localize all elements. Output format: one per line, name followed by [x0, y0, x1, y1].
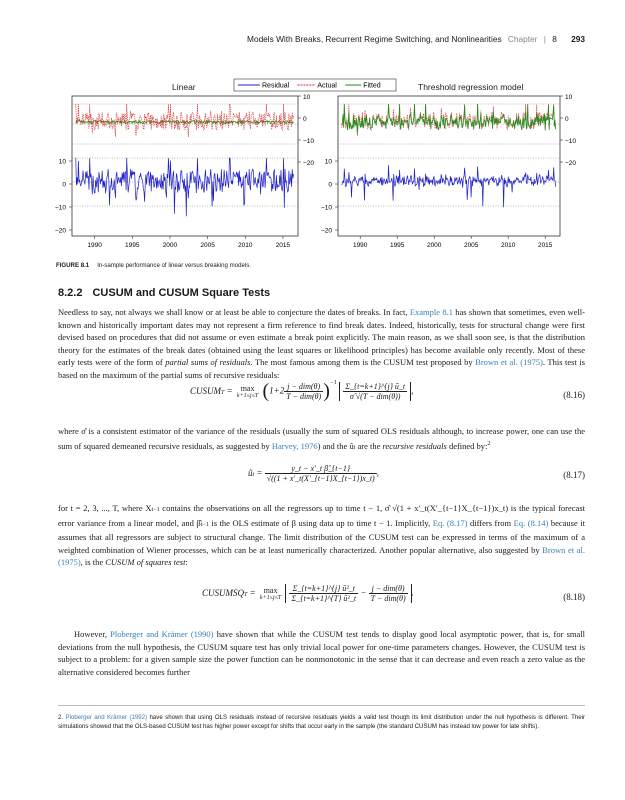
x-tick-label: 2005	[463, 242, 479, 249]
x-tick-label: 1990	[352, 242, 368, 249]
p2-text-1: where σ̂ is a consistent estimator of the variance of the residuals (usually the sum of squared OLS residuals although, to increase power, one can use the sum of squared demeaned recursive residuals, as suggested by	[58, 426, 585, 451]
upper-y-tick-label: 0	[565, 116, 569, 123]
series-residual-line	[342, 165, 556, 207]
legend-label-residual: Residual	[262, 82, 290, 90]
legend-label-fitted: Fitted	[363, 82, 381, 90]
figure-8-1-chart	[20, 72, 600, 252]
paragraph-1	[58, 306, 585, 382]
equation-8-18: CUSUMSQT = max k+1≤j≤T $\frac{\text{Σ\_\{t=k+1\}\textasciicircum{}\{j\} ũ²\_t}}{\text{Σ\_\{t=k+1\}\textasciicircum{}\{T\} ũ²\_t}}$ − $\frac{\text{j − dim(θ)}}{\text{T − dim(θ)}}$ . (8.18)	[202, 584, 585, 603]
p3-text-7: :	[185, 557, 188, 568]
eq816-max: max k+1≤j≤T	[236, 384, 259, 399]
eq818-number: (8.18)	[563, 592, 585, 602]
p2-text-3: are the	[355, 440, 383, 451]
x-tick-label: 1995	[389, 242, 405, 249]
lower-y-tick-label: 0	[328, 181, 332, 189]
panel-title-0: Linear	[172, 82, 196, 92]
upper-y-tick-label: 10	[565, 94, 573, 101]
series-actual-line	[76, 104, 294, 137]
header-chapter-number: 8	[552, 34, 557, 44]
eq817-number: (8.17)	[563, 470, 585, 480]
series-residual-line	[76, 158, 294, 216]
eq817-frac: $\frac{\text{y\_t − x′\_t β̂\_\{t−1\}}}{√((1 + x'\_t(X'\_\{t-1\}X\_\{t-1\})x\_t)}$	[266, 464, 375, 483]
p1-text-4: . This test is based on the maximum of the partial sums of recursive residuals:	[58, 357, 585, 380]
p1-text-3: . The most famous among them is the CUSUM test proposed by	[250, 357, 476, 368]
x-tick-label: 2005	[200, 242, 215, 249]
upper-y-tick-label: −20	[303, 160, 315, 167]
p3-text-4: differs from	[467, 517, 514, 528]
p1-text-2: has shown that sometimes, even well-known and historically important dates may not represent a firm reference to find break dates. Indeed, historically, tests for structural change were first devised based on procedures that did not assume or even estimate a break point explicitly. The main reason, as we shall soon see, is that the distribution theory for the estimates of the break dates (obtained using the least squares or likelihood principles) has become available only recently. Most of these early tests were of the form of	[58, 307, 585, 368]
footnote-rule	[58, 705, 585, 706]
x-tick-label: 2010	[238, 242, 253, 249]
lower-y-tick-label: 0	[62, 181, 66, 189]
x-tick-label: 1995	[125, 242, 140, 249]
p3-text-2: contains the observations on all the regressors up to time t − 1, σ̂ √(1 + x′_t(X′_{t−1}X_{t−1})x_t) is the typical forecast error variance from a linear model, and β̂	[58, 503, 585, 528]
eq816-lhs: CUSUMT =	[190, 385, 235, 396]
panel-frame-0	[72, 96, 298, 236]
p3-emphasis: CUSUM of squares test	[105, 557, 186, 568]
panel-frame-1	[338, 96, 560, 236]
x-tick-label: 2010	[500, 242, 516, 249]
lower-y-tick-label: −10	[54, 204, 66, 212]
paragraph-2: where σ̂ is a consistent estimator of the variance of the residuals (usually the sum of squared OLS residuals although, to increase power, one can use the sum of squared demeaned recursive residuals, as suggested by Harvey, 1976) and the ũt are the recursive residuals defined by:$^2$	[58, 426, 585, 451]
paragraph-3: for t = 2, 3, ..., T, where Xt−1 contains the observations on all the regressors up to time t − 1, σ̂ √(1 + x′_t(X′_{t−1}X_{t−1})x_t) is the typical forecast error variance from a linear model, and β̂t−1 is the OLS estimate of β using data up to time t − 1. Implicitly, Eq. (8.17) differs from Eq. (8.14) because it assumes that all regressors are subject to structural change. The limit distribution of the CUSUM test can be expressed in terms of the maximum of a weighted combination of Wiener processes, which can be at least numerically characterized. Another popular alternative, also suggested by Brown et al. (1975), is the CUSUM of squares test:	[58, 503, 585, 568]
link-eq-8-17[interactable]: Eq. (8.17)	[432, 517, 468, 528]
header-title: Models With Breaks, Recurrent Regime Switching, and Nonlinearities	[247, 34, 502, 44]
lower-y-tick-label: 10	[324, 158, 332, 166]
p2-text-4: defined by:	[446, 440, 488, 451]
header-separator: |	[543, 34, 546, 44]
lower-y-tick-label: −20	[54, 227, 66, 235]
lower-y-tick-label: −10	[320, 204, 332, 212]
upper-y-tick-label: −10	[565, 138, 577, 145]
x-tick-label: 2000	[162, 242, 178, 249]
upper-y-tick-label: −10	[303, 138, 315, 145]
upper-y-tick-label: 10	[303, 94, 311, 101]
equation-8-16: CUSUMT = max k+1≤j≤T (1+2 $\frac{\text{j − dim(θ)}}{\text{T − dim(θ)}}$ )$^{-1}$ $\frac{\Sigma\_\{t=k+1\}\^{}\{j\} ũ\_t}{\text{σ̂ √(T − dim(θ))}}$ , (8.16)	[190, 380, 585, 402]
section-number: 8.2.2	[58, 287, 83, 299]
page-number: 293	[571, 34, 585, 44]
footnote-number: 2.	[58, 714, 64, 721]
x-tick-label: 1990	[87, 242, 102, 249]
caption-text: In-sample performance of linear versus breaking models.	[97, 262, 251, 269]
p4-text-2: have shown that while the CUSUM test tends to display good local asymptotic power, that is, for small deviations from the null hypothesis, the CUSUM square test has only trivial local power for one-time parameters changes. However, the CUSUM test is subject to a problem: for a given sample size the power function can be nonmonotonic in the sense that it can decrease and even reach a zero value as the alternative considered becomes further	[58, 629, 585, 677]
eq816-number: (8.16)	[563, 390, 585, 400]
link-eq-8-14[interactable]: Eq. (8.14)	[513, 517, 549, 528]
panel-title-1: Threshold regression model	[418, 82, 524, 92]
eq816-sum-frac: $\frac{\Sigma\_\{t=k+1\}\^{}\{j\} ũ\_t}{\text{σ̂ √(T − dim(θ))}}$	[345, 382, 406, 401]
link-ploberger-kramer-1992[interactable]: Ploberger and Krämer (1992)	[65, 714, 148, 721]
figure-caption	[56, 262, 585, 269]
p2-text-2: ) and the ũ	[317, 440, 354, 451]
link-brown-1975[interactable]: Brown et al. (1975)	[475, 357, 543, 368]
footnote-2	[58, 713, 585, 732]
running-header	[60, 34, 585, 48]
p3-text-6: , is the	[80, 557, 106, 568]
upper-y-tick-label: 0	[303, 116, 307, 123]
eq818-lhs: CUSUMSQT =	[202, 587, 258, 598]
x-tick-label: 2015	[275, 242, 291, 249]
link-brown-1975-b[interactable]: Brown et al. (1975)	[58, 544, 585, 568]
eq818-max: max k+1≤j≤T	[259, 586, 282, 601]
eq817-lhs: ũt =	[248, 467, 265, 478]
x-tick-label: 2015	[537, 242, 553, 249]
eq818-frac-1: $\frac{\text{Σ\_\{t=k+1\}\textasciicircum{}\{j\} ũ²\_t}}{\text{Σ\_\{t=k+1\}\textasciicircum{}\{T\} ũ²\_t}}$	[291, 584, 357, 603]
x-tick-label: 2000	[426, 242, 442, 249]
header-chapter-label: Chapter	[507, 34, 538, 44]
link-harvey-1976[interactable]: Harvey, 1976	[271, 440, 318, 451]
p2-emphasis: recursive residuals	[382, 440, 447, 451]
eq818-frac-2: $\frac{\text{j − dim(θ)}}{\text{T − dim(θ)}}$	[370, 584, 406, 603]
series-fitted-line	[342, 104, 556, 133]
p1-emphasis: partial sums of residuals	[165, 357, 251, 368]
link-example-8-1[interactable]: Example 8.1	[409, 307, 453, 317]
footnote-text: have shown that using OLS residuals instead of recursive residuals yields a valid test though its limit distribution under the null hypothesis is different. Their simulations showed that the OLS-based CUSUM test has higher power except for shifts that occur early in the sample (the standard CUSUM has instead low power for late shifts).	[58, 714, 585, 731]
p1-text-1: Needless to say, not always we shall know or at least be able to conjecture the dates of breaks. In fact,	[58, 307, 410, 317]
legend-label-actual: Actual	[317, 82, 337, 90]
lower-y-tick-label: −20	[320, 227, 332, 235]
section-title: CUSUM and CUSUM Square Tests	[92, 287, 271, 299]
p3-text-1: for t = 2, 3, ..., T, where X	[58, 503, 152, 513]
link-ploberger-kramer-1990[interactable]: Ploberger and Krämer (1990)	[110, 629, 214, 639]
caption-label: FIGURE 8.1	[56, 262, 90, 269]
eq816-frac: $\frac{\text{j − dim(θ)}}{\text{T − dim(θ)}}$	[286, 382, 322, 401]
equation-8-17: ũt = $\frac{\text{y\_t − x′\_t β̂\_\{t−1\}}}{√((1 + x'\_t(X'\_\{t-1\}X\_\{t-1\})x\_t)}$ , (8.17)	[248, 464, 585, 483]
p4-text-1: However,	[74, 629, 111, 639]
section-heading	[58, 287, 270, 299]
upper-y-tick-label: −20	[565, 160, 577, 167]
lower-y-tick-label: 10	[58, 158, 66, 166]
paragraph-4	[58, 628, 585, 678]
p3-text-5: because it assumes that all regressors are subject to structural change. The limit distribution of the CUSUM test can be expressed in terms of the maximum of a weighted combination of Wiener processes, which can be at least numerically characterized. Another popular alternative, also suggested by	[58, 517, 585, 555]
p3-text-3: is the OLS estimate of β using data up to time t − 1. Implicitly,	[208, 517, 433, 528]
